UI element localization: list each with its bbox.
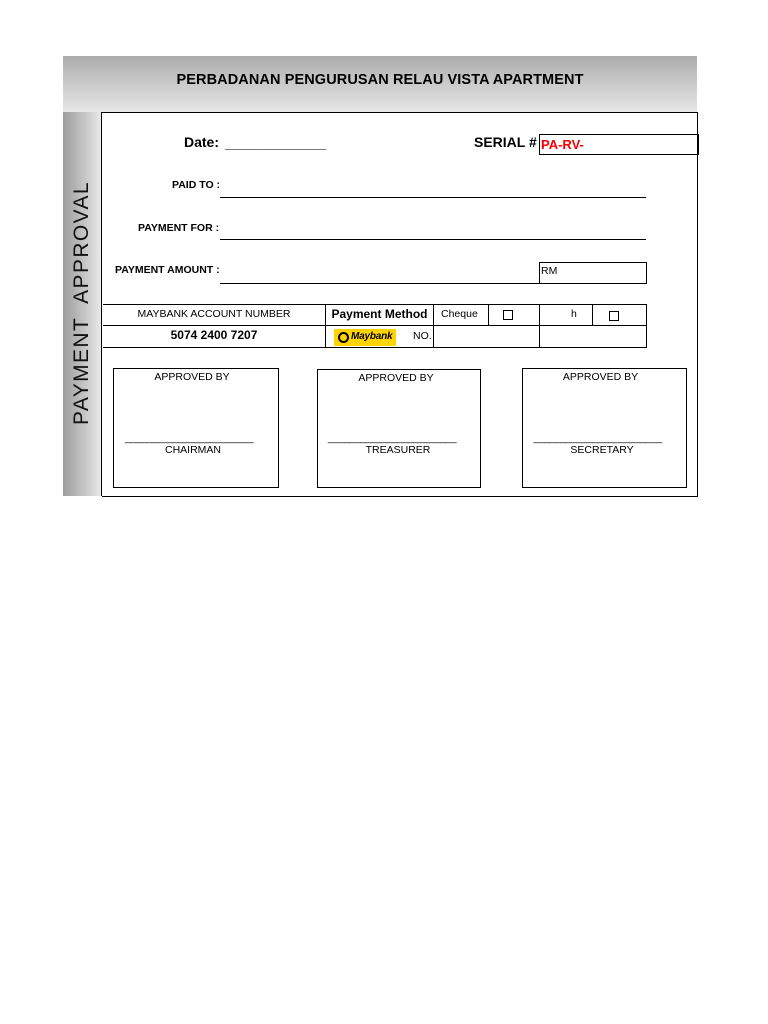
table-divider xyxy=(488,304,489,325)
payment-for-label: PAYMENT FOR : xyxy=(138,222,220,234)
cheque-no-field[interactable] xyxy=(434,326,539,347)
account-number: 5074 2400 7207 xyxy=(170,328,258,342)
side-label: PAYMENT APPROVAL xyxy=(70,181,93,425)
approval-box-treasurer[interactable] xyxy=(317,369,481,488)
currency-label: RM xyxy=(541,265,558,277)
cheque-no-extra-field[interactable] xyxy=(540,326,646,347)
payment-method-label: Payment Method xyxy=(331,307,428,321)
approval-box-secretary[interactable] xyxy=(522,368,687,488)
maybank-logo-text: Maybank xyxy=(351,331,393,342)
account-header: MAYBANK ACCOUNT NUMBER xyxy=(137,308,291,320)
signature-line: ________________________ xyxy=(533,432,662,444)
date-field[interactable]: _____________ xyxy=(225,135,327,151)
signature-line: ________________________ xyxy=(124,432,254,444)
table-divider xyxy=(592,304,593,325)
approval-heading: APPROVED BY xyxy=(562,371,639,383)
approver-role: SECRETARY xyxy=(570,444,634,456)
maybank-tiger-icon xyxy=(338,332,349,343)
serial-value: PA-RV- xyxy=(541,137,584,152)
table-bottom-border xyxy=(103,347,647,348)
cheque-no-label: NO. xyxy=(413,330,432,342)
approval-heading: APPROVED BY xyxy=(154,371,230,383)
paid-to-field[interactable] xyxy=(220,197,646,198)
approver-role: CHAIRMAN xyxy=(164,444,221,456)
signature-line: ________________________ xyxy=(327,432,457,444)
cheque-checkbox-icon[interactable] xyxy=(503,310,513,320)
maybank-logo xyxy=(334,329,396,346)
cash-checkbox-icon[interactable] xyxy=(609,311,619,321)
table-divider xyxy=(646,304,647,348)
date-label: Date: xyxy=(184,134,220,150)
paid-to-label: PAID TO : xyxy=(172,179,221,191)
approval-heading: APPROVED BY xyxy=(358,372,434,384)
payment-amount-label: PAYMENT AMOUNT : xyxy=(115,264,220,276)
form-title: PERBADANAN PENGURUSAN RELAU VISTA APARTMENT xyxy=(176,72,584,88)
approval-box-chairman[interactable] xyxy=(113,368,279,488)
approver-role: TREASURER xyxy=(365,444,431,456)
serial-label: SERIAL # : xyxy=(474,134,546,150)
payment-for-field[interactable] xyxy=(220,239,646,240)
option-cheque-label: Cheque xyxy=(441,308,478,320)
option-cash-label: h xyxy=(571,308,577,320)
table-top-border xyxy=(103,304,647,305)
